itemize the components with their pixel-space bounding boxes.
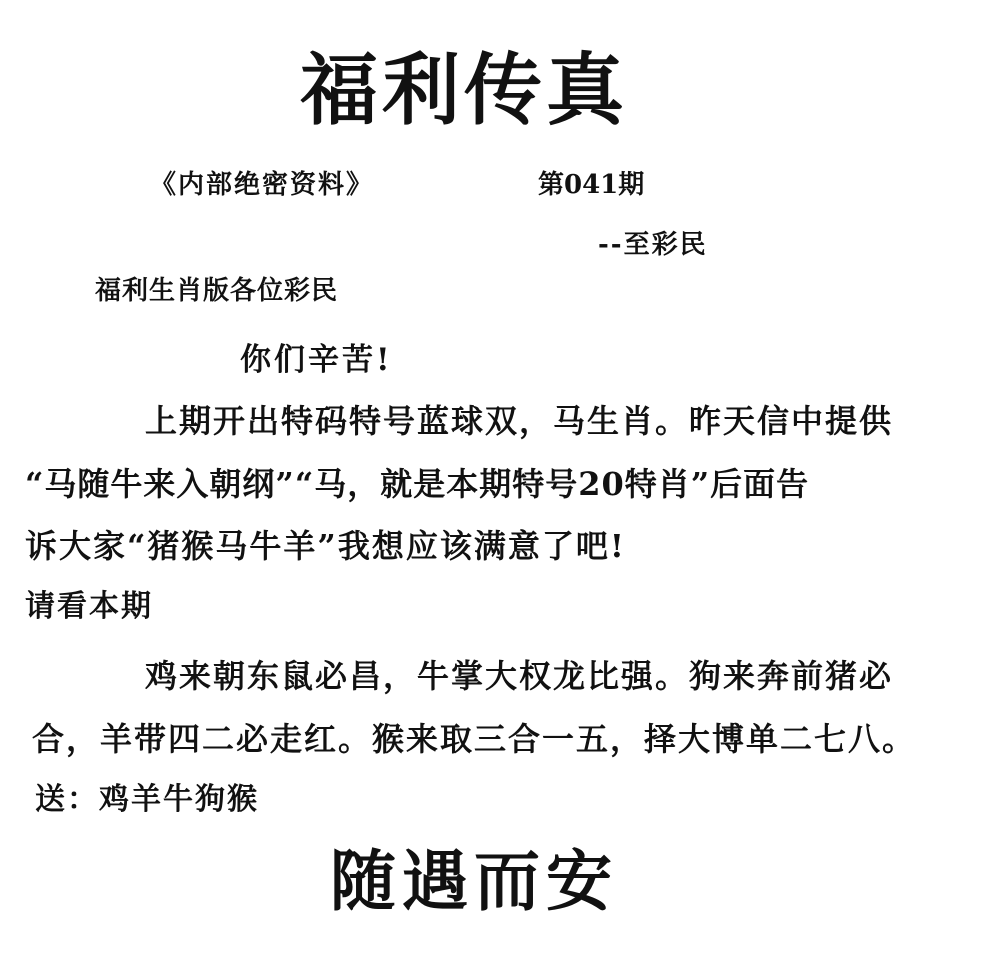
body-line-3: 诉大家“猪猴马牛羊”我想应该满意了吧! <box>25 527 626 565</box>
salutation: 福利生肖版各位彩民 <box>95 276 339 306</box>
body-line-6: 合，羊带四二必走红。猴来取三合一五，择大博单二七八。 <box>32 720 917 758</box>
document-title: 福利传真 <box>300 45 629 136</box>
body-line-2: “马随牛来入朝纲”“马，就是本期特号20特肖”后面告 <box>25 465 810 503</box>
body-line-4: 请看本期 <box>25 589 153 624</box>
closing-phrase: 随遇而安 <box>330 842 618 920</box>
greeting: 你们辛苦! <box>240 342 393 378</box>
issue-number: 第041期 <box>538 170 645 200</box>
body-line-1: 上期开出特码特号蓝球双，马生肖。昨天信中提供 <box>145 402 894 440</box>
body-line-5: 鸡来朝东鼠必昌，牛掌大权龙比强。狗来奔前猪必 <box>145 657 894 695</box>
document-subtitle: 《内部绝密资料》 <box>150 170 375 200</box>
addressee-line: --至彩民 <box>598 230 708 260</box>
body-line-7: 送：鸡羊牛狗猴 <box>35 782 259 817</box>
